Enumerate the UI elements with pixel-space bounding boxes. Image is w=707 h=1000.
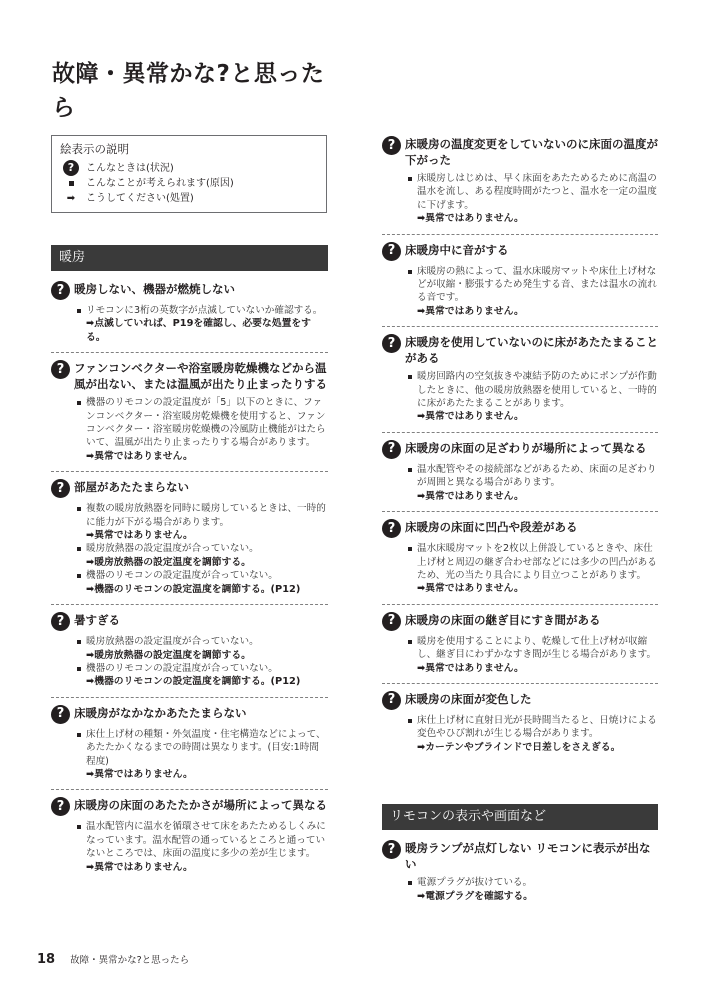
cause-bullet (77, 304, 328, 317)
bullet-list (408, 172, 658, 226)
bullet-list (408, 714, 658, 754)
entry-title: 床暖房の床面に凹凸や段差がある (405, 520, 578, 535)
cause-text: 機器のリモコンの設定温度が合っていない。 (86, 662, 278, 674)
remedy-action: ➡異常ではありません。 (417, 305, 524, 317)
question-icon: ? (51, 612, 70, 631)
legend-text: こうしてください(処置) (86, 193, 194, 204)
cause-text: 電源プラグが抜けている。 (417, 877, 533, 889)
remedy-action: ➡異常ではありません。 (86, 768, 193, 780)
cause-bullet (408, 876, 658, 889)
entry-head (382, 612, 658, 631)
entry-title: 暖房ランプが点灯しない リモコンに表示が出ない (405, 841, 651, 872)
cause-text: 床暖房しはじめは、早く床面をあたためるために高温の温水を流し、ある程度時間がたつと、温水を一定の温度に下げます。 (417, 173, 657, 211)
right-entries (382, 132, 658, 762)
question-icon: ? (382, 519, 401, 538)
footer (37, 952, 189, 967)
square-bullet-icon (77, 825, 81, 829)
square-bullet-icon (69, 181, 74, 186)
legend-title: 絵表示の説明 (60, 142, 129, 156)
cause-bullet (408, 635, 658, 662)
bullet-list (77, 304, 328, 344)
entry-head (382, 440, 658, 459)
bullet-list (408, 463, 658, 503)
entry-title: 床暖房の床面が変色した (405, 691, 532, 706)
bullet-list (408, 370, 658, 424)
question-icon: ? (63, 160, 79, 176)
entry-title: 床暖房の温度変更をしていないのに床面の温度が下がった (405, 137, 658, 167)
cause-text: 温水配管内に温水を循環させて床をあたためるしくみになっています。温水配管の通っているところと通っていないところでは、床面の温度に多少の差が生じます。 (86, 821, 326, 860)
legend-text: こんなことが考えられます(原因) (86, 178, 234, 189)
legend-row (60, 176, 318, 191)
question-icon: ? (51, 360, 70, 379)
square-bullet-icon (77, 547, 81, 551)
cause-bullet (77, 728, 328, 768)
entry-title: ファンコンベクターや浴室暖房乾燥機などから温風が出ない、または温風が出たり止まったりする (74, 361, 327, 392)
entry-head (382, 136, 658, 168)
entry-head (382, 691, 658, 710)
question-icon: ? (382, 242, 401, 261)
bullet-list (77, 728, 328, 782)
entry-head (51, 479, 328, 498)
square-bullet-icon (408, 468, 412, 472)
entry-head (51, 612, 328, 631)
bullet-list (408, 265, 658, 319)
bullet-list (408, 635, 658, 675)
left-column (51, 245, 328, 882)
bullet-list (408, 542, 658, 596)
entry-head (51, 281, 328, 300)
bullet-list (77, 502, 328, 596)
bullet-list (408, 876, 658, 903)
remedy-action: ➡異常ではありません。 (417, 662, 524, 674)
square-bullet-icon (77, 574, 81, 578)
troubleshoot-entry (382, 836, 658, 911)
cause-text: 暖房を使用することにより、乾燥して仕上げ材が収縮し、継ぎ目にわずかなすき間が生じる場合があります。 (417, 635, 657, 661)
entry-title: 部屋があたたまらない (74, 480, 189, 495)
troubleshoot-entry (382, 432, 658, 511)
bullet-list (77, 820, 328, 874)
square-bullet-icon (77, 667, 81, 671)
legend-text: こんなときは(状況) (86, 162, 174, 174)
cause-text: 床仕上げ材に直射日光が長時間当たると、日焼けによる変色やひび割れが生じる場合があります。 (417, 714, 657, 740)
remedy-action: ➡異常ではありません。 (86, 530, 193, 542)
question-icon: ? (51, 797, 70, 816)
entry-head (382, 519, 658, 538)
question-icon: ? (51, 281, 70, 300)
footer-title: 故障・異常かな?と思ったら (70, 955, 190, 966)
cause-bullet (408, 714, 658, 741)
square-bullet-icon (408, 547, 412, 551)
cause-text: 温水床暖房マットを2枚以上併設しているときや、床仕上げ材と周辺の継ぎ合わせ部などには多少の凹凸があるため、光の当たり具合により目立つことがあります。 (417, 543, 657, 581)
square-bullet-icon (408, 375, 412, 379)
left-entries (51, 277, 328, 882)
cause-bullet (408, 370, 658, 410)
cause-text: 暖房放熱器の設定温度が合っていない。 (86, 636, 259, 648)
cause-bullet (77, 569, 328, 582)
entry-head (51, 360, 328, 392)
cause-bullet (408, 463, 658, 490)
square-bullet-icon (408, 177, 412, 181)
question-icon: ? (51, 479, 70, 498)
legend-row (60, 160, 318, 176)
square-bullet-icon (408, 719, 412, 723)
entry-head (382, 242, 658, 261)
cause-bullet (77, 662, 328, 675)
remedy-action: ➡暖房放熱器の設定温度を調節する。 (86, 556, 251, 568)
entry-title: 床暖房を使用していないのに床があたたまることがある (405, 335, 658, 366)
right-column (382, 132, 658, 911)
entry-head (382, 840, 658, 872)
cause-text: 暖房回路内の空気抜きや凍結予防のためにポンプが作動したときに、他の暖房放熱器を使用していると、一時的に床があたたまることがあります。 (417, 371, 657, 410)
cause-bullet (77, 542, 328, 555)
right-entries-2 (382, 836, 658, 911)
question-icon: ? (382, 136, 401, 155)
troubleshoot-entry (382, 683, 658, 762)
cause-bullet (408, 265, 658, 305)
troubleshoot-entry (51, 277, 328, 352)
cause-text: 温水配管やその接続部などがあるため、床面の足ざわりが周囲と異なる場合があります。 (417, 463, 657, 489)
legend-box (51, 135, 327, 213)
entry-head (51, 705, 328, 724)
remedy-action: ➡カーテンやブラインドで日差しをさえぎる。 (417, 741, 621, 753)
cause-text: リモコンに3桁の英数字が点滅していないか確認する。 (86, 305, 323, 316)
entry-title: 暑すぎる (74, 613, 120, 628)
remedy-action: ➡電源プラグを確認する。 (417, 890, 533, 902)
cause-bullet (77, 396, 328, 450)
cause-text: 機器のリモコンの設定温度が合っていない。 (86, 570, 278, 582)
cause-bullet (77, 502, 328, 529)
entry-title: 床暖房がなかなかあたたまらない (74, 705, 247, 720)
cause-bullet (408, 542, 658, 582)
question-icon: ? (51, 705, 70, 724)
square-bullet-icon (77, 733, 81, 737)
bullet-list (77, 635, 328, 689)
square-bullet-icon (408, 881, 412, 885)
remedy-action: ➡機器のリモコンの設定温度を調節する。(P12) (86, 583, 301, 595)
entry-head (51, 797, 328, 816)
entry-head (382, 334, 658, 366)
troubleshoot-entry (382, 326, 658, 432)
entry-title: 床暖房の床面のあたたかさが場所によって異なる (74, 798, 327, 813)
square-bullet-icon (77, 401, 81, 405)
remedy-action: ➡異常ではありません。 (417, 213, 524, 225)
entry-title: 床暖房の床面の継ぎ目にすき間がある (405, 612, 601, 627)
troubleshoot-entry (51, 697, 328, 790)
troubleshoot-entry (51, 352, 328, 471)
troubleshoot-entry (382, 132, 658, 234)
remedy-action: ➡点滅していれば、P19を確認し、必要な処置をする。 (86, 318, 311, 343)
square-bullet-icon (408, 270, 412, 274)
remedy-action: ➡異常ではありません。 (417, 490, 524, 502)
question-icon: ? (382, 691, 401, 710)
remedy-action: ➡異常ではありません。 (417, 411, 524, 423)
troubleshoot-entry (382, 234, 658, 327)
cause-bullet (408, 172, 658, 212)
arrow-right-icon: ➡ (66, 193, 76, 204)
cause-text: 機器のリモコンの設定温度が「5」以下のときに、ファンコンベクター・浴室暖房乾燥機を使用すると、ファンコンベクター・浴室暖房乾燥機の冷風防止機能がはたらいて、温風が出たり止まったりする場合があります。 (86, 397, 326, 449)
remedy-action: ➡暖房放熱器の設定温度を調節する。 (86, 649, 251, 661)
question-icon: ? (382, 440, 401, 459)
cause-bullet (77, 820, 328, 860)
troubleshoot-entry (382, 511, 658, 604)
square-bullet-icon (77, 640, 81, 644)
question-icon: ? (382, 334, 401, 353)
section-header: 暖房 (51, 245, 328, 271)
cause-text: 複数の暖房放熱器を同時に暖房しているときは、一時的に能力が下がる場合があります。 (86, 503, 326, 528)
cause-text: 床暖房の熱によって、温水床暖房マットや床仕上げ材などが収縮・膨張するため発生する音、または温水の流れる音です。 (417, 265, 657, 304)
troubleshoot-entry (51, 471, 328, 604)
cause-text: 床仕上げ材の種類・外気温度・住宅構造などによって、あたたかくなるまでの時間は異なります。(目安:1時間程度) (86, 728, 326, 767)
entry-title: 床暖房中に音がする (405, 242, 509, 257)
entry-title: 暖房しない、機器が燃焼しない (74, 282, 235, 296)
troubleshoot-entry (51, 604, 328, 697)
remedy-action: ➡異常ではありません。 (86, 861, 193, 873)
section-header: リモコンの表示や画面など (382, 804, 658, 830)
bullet-list (77, 396, 328, 463)
square-bullet-icon (408, 640, 412, 644)
page-number: 18 (37, 952, 56, 967)
page-title: 故障・異常かな?と思ったら (52, 61, 325, 121)
remedy-action: ➡異常ではありません。 (417, 583, 524, 595)
spacer (382, 762, 658, 804)
question-icon: ? (382, 612, 401, 631)
remedy-action: ➡異常ではありません。 (86, 450, 193, 462)
remedy-action: ➡機器のリモコンの設定温度を調節する。(P12) (86, 676, 301, 688)
question-icon: ? (382, 840, 401, 859)
cause-text: 暖房放熱器の設定温度が合っていない。 (86, 543, 259, 555)
square-bullet-icon (77, 309, 81, 313)
troubleshoot-entry (51, 789, 328, 882)
cause-bullet (77, 635, 328, 648)
square-bullet-icon (77, 507, 81, 511)
troubleshoot-entry (382, 604, 658, 683)
entry-title: 床暖房の床面の足ざわりが場所によって異なる (405, 440, 647, 455)
legend-row (60, 191, 318, 206)
